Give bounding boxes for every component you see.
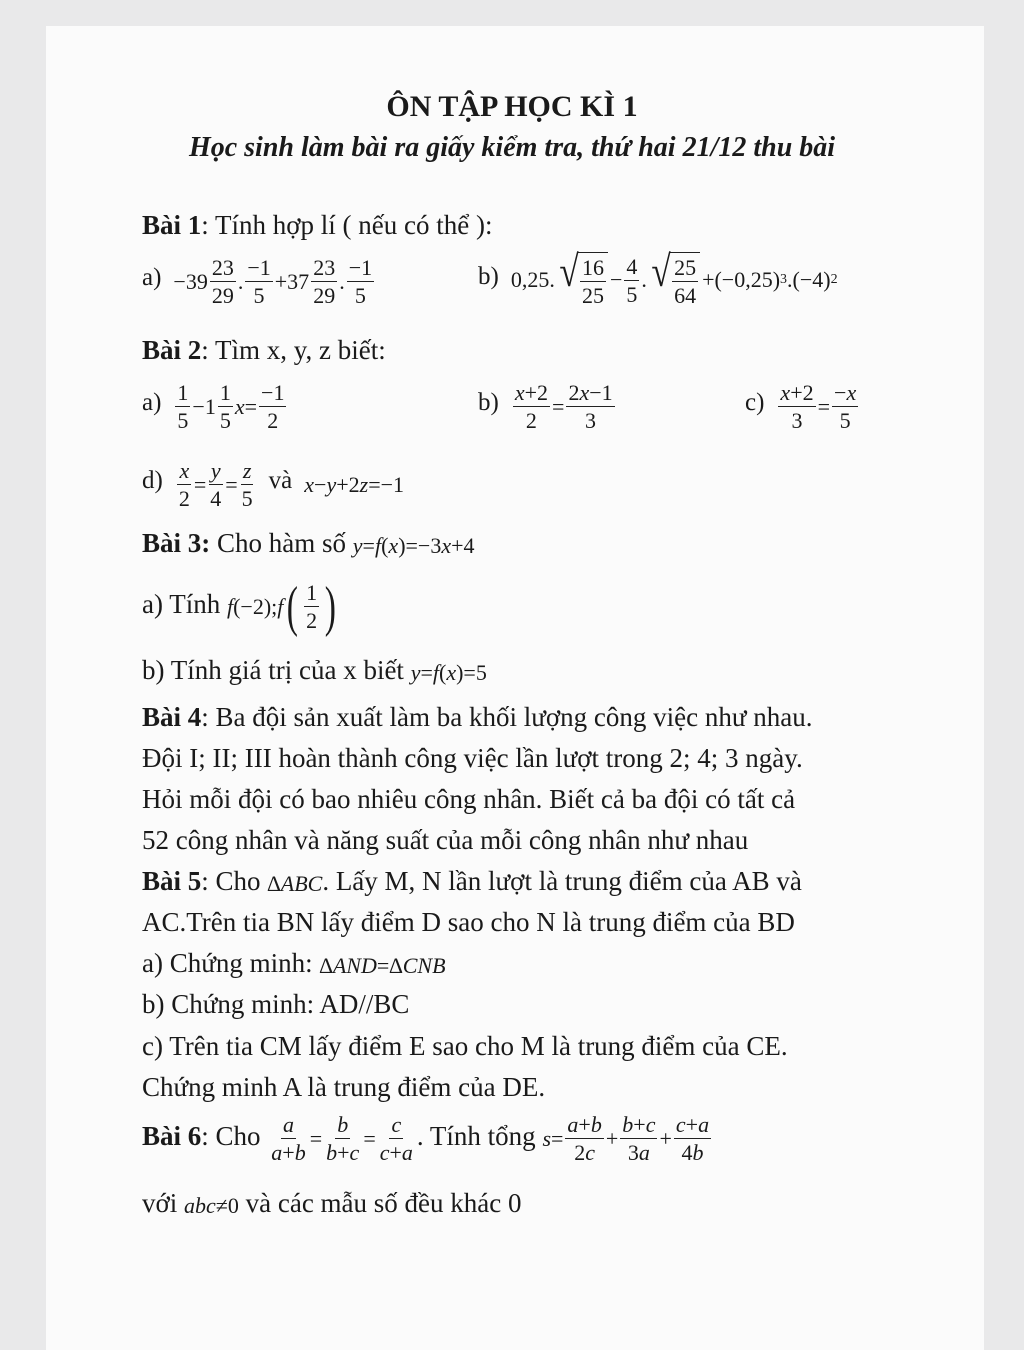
bai1-b	[478, 247, 838, 309]
bai3-b	[142, 655, 487, 686]
bai5-c1: c) Trên tia CM lấy điểm E sao cho M là trung điểm của CE.	[142, 1031, 788, 1061]
bai4-line3: Hỏi mỗi đội có bao nhiêu công nhân. Biết cả ba đội có tất cả	[142, 784, 796, 814]
bai5-triangle-abc: ∆ ABC	[267, 870, 323, 896]
bai2-a-expression: $\frac{1}{5}$ −1 $\frac{1}{5}$ x = $\frac{-1}{2}$	[177, 380, 285, 434]
bai5-b: b) Chứng minh: AD//BC	[142, 989, 410, 1019]
bai2-c-expression: $\frac{x+2}{3}$ = $\frac{-x}{5}$	[780, 380, 857, 434]
bai2-d-condition: x − y +2 z =−1	[304, 471, 405, 497]
bai2-text: : Tìm x, y, z biết:	[201, 335, 386, 365]
bai2-d	[142, 458, 404, 512]
bai5-a-expression: ∆ AND =∆ CNB	[319, 952, 446, 978]
bai6-sum: s = $\frac{a+b}{2c}$ + $\frac{b+c}{3a}$ + $\frac{c+a}{4b}$	[542, 1112, 710, 1166]
bai4-line2: Đội I; II; III hoàn thành công việc lần lượt trong 2; 4; 3 ngày.	[142, 743, 803, 773]
bai2-label: Bài 2	[142, 335, 202, 365]
bai3-a-expression: f (−2); f ( $\frac{1}{2}$ )	[226, 575, 336, 638]
bai3-a	[142, 575, 340, 638]
bai2-d-label: d)	[142, 467, 163, 495]
page-title: ÔN TẬP HỌC KÌ 1	[386, 90, 638, 123]
bai4-line1: Bài 4: Ba đội sản xuất làm ba khối lượng công việc như nhau.	[142, 702, 813, 732]
bai3-a-text: a) Tính	[142, 589, 221, 619]
bai4-label: Bài 4	[142, 702, 202, 732]
bai2-b	[478, 380, 617, 434]
bai1-b-expression: 0,25. √ $\frac{16}{25}$ − $\frac{4}{5}$ . √ $\frac{25}{64}$ +(−0,25) 3 .(−4) 2	[510, 247, 838, 309]
bai6-abc-nonzero: abc ≠0	[184, 1192, 239, 1218]
bai3-function: y = f ( x )=−3 x +4	[352, 532, 475, 558]
bai5-label: Bài 5	[142, 866, 202, 896]
page-subtitle: Học sinh làm bài ra giấy kiểm tra, thứ hai 21/12 thu bài	[188, 132, 836, 163]
bai6-condition: $\frac{a}{a+b}$ = $\frac{b}{b+c}$ = $\frac{c}{c+a}$	[271, 1112, 413, 1166]
bai3-label: Bài 3:	[142, 528, 211, 558]
bai2-b-expression: $\frac{x+2}{2}$ = $\frac{2x-1}{3}$	[514, 380, 613, 434]
bai1-text: : Tính hợp lí ( nếu có thể ):	[201, 210, 493, 240]
bai2-a	[142, 380, 288, 434]
bai2-d-expression: $\frac{x}{2}$ = $\frac{y}{4}$ = $\frac{z}{5}$	[178, 458, 253, 512]
bai1-b-label: b)	[478, 262, 499, 290]
bai3-text: Cho hàm số	[217, 528, 347, 558]
bai2-c-label: c)	[745, 389, 765, 417]
bai2-d-and: và	[268, 467, 293, 495]
bai1-label: Bài 1	[142, 210, 202, 240]
bai6-line2: với abc ≠0 và các mẫu số đều khác 0	[142, 1188, 522, 1218]
bai5-line2: AC.Trên tia BN lấy điểm D sao cho N là trung điểm của BD	[142, 907, 795, 937]
bai2-heading	[142, 335, 386, 366]
bai4-line4: 52 công nhân và năng suất của mỗi công nhân như nhau	[142, 825, 749, 855]
bai2-b-label: b)	[478, 389, 499, 417]
bai6-label: Bài 6	[142, 1121, 202, 1151]
bai1-heading	[142, 210, 493, 241]
bai5-a: a) Chứng minh: ∆ AND =∆ CNB	[142, 948, 446, 978]
bai6-line1: Bài 6: Cho $\frac{a}{a+b}$ = $\frac{b}{b+c}$ = $\frac{c}{c+a}$ . Tính tổng s = $\frac{a+b}{2c}$ + $\frac{b+c}{3a}$ + $\frac{c+a}{4b}$	[142, 1112, 713, 1166]
bai1-a-expression: −39 $\frac{23}{29}$ . $\frac{-1}{5}$ +37 $\frac{23}{29}$ . $\frac{-1}{5}$	[173, 255, 373, 309]
bai3-b-text: b) Tính giá trị của x biết	[142, 655, 404, 685]
bai2-a-label: a)	[142, 389, 162, 417]
bai2-c	[745, 380, 860, 434]
bai1-a	[142, 255, 376, 309]
bai5-c2: Chứng minh A là trung điểm của DE.	[142, 1072, 546, 1102]
bai3-b-expression: y = f ( x )=5	[410, 659, 487, 685]
bai3-heading	[142, 528, 475, 559]
bai5-line1: Bài 5: Cho ∆ ABC . Lấy M, N lần lượt là trung điểm của AB và	[142, 866, 802, 896]
bai1-a-label: a)	[142, 264, 162, 292]
